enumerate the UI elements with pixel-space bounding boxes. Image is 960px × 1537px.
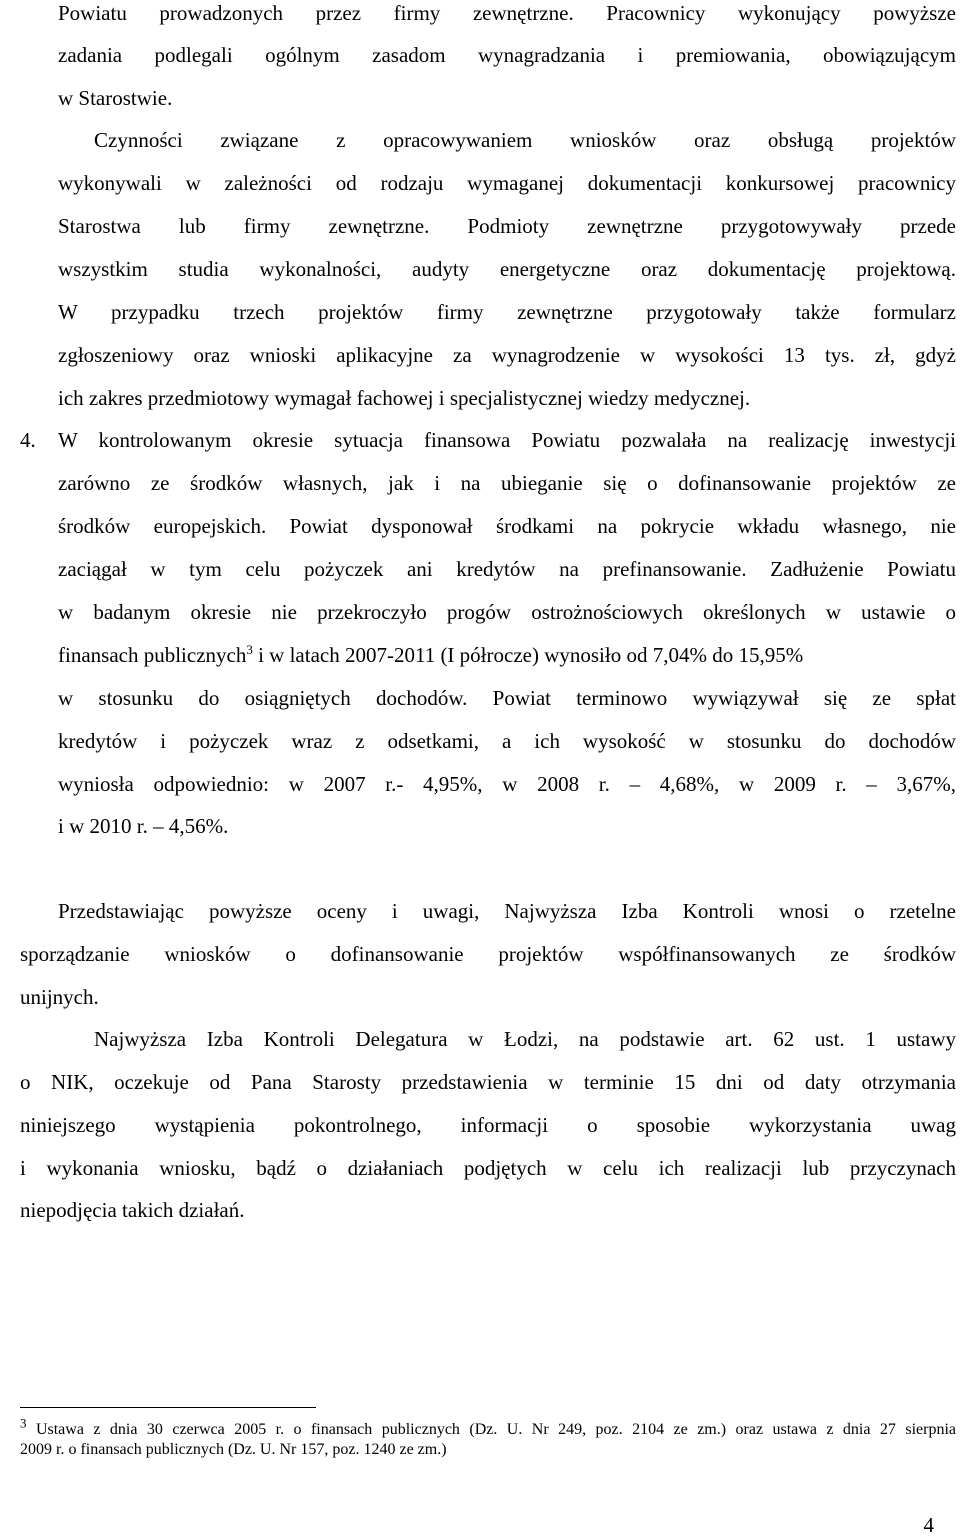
footnote-text: Ustawa z dnia 30 czerwca 2005 r. o finansach publicznych (Dz. U. Nr 249, poz. 2104 ze zm.) oraz ustawa z dnia 27 sierpnia: [26, 1421, 956, 1438]
paragraph-line: o NIK, oczekuje od Pana Starosty przedstawienia w terminie 15 dni od daty otrzymania: [20, 1070, 956, 1094]
page-number: 4: [923, 1513, 934, 1537]
footnote-line: 2009 r. o finansach publicznych (Dz. U. Nr 157, poz. 1240 ze zm.): [20, 1441, 447, 1458]
paragraph-line: wszystkim studia wykonalności, audyty energetyczne oraz dokumentację projektową.: [58, 257, 956, 281]
paragraph-line: ich zakres przedmiotowy wymagał fachowej i specjalistycznej wiedzy medycznej.: [58, 386, 751, 410]
paragraph-line: zaciągał w tym celu pożyczek ani kredytów na prefinansowanie. Zadłużenie Powiatu: [58, 557, 956, 581]
paragraph-line: Starostwa lub firmy zewnętrzne. Podmioty zewnętrzne przygotowywały przede: [58, 214, 956, 238]
footnote-line: [20, 1415, 956, 1440]
paragraph-line: w stosunku do osiągniętych dochodów. Powiat terminowo wywiązywał się ze spłat: [58, 686, 956, 710]
paragraph-line: unijnych.: [20, 985, 99, 1009]
paragraph-line: zgłoszeniowy oraz wnioski aplikacyjne za wynagrodzenie w wysokości 13 tys. zł, gdyż: [58, 343, 956, 367]
footnote-context-text: i w latach 2007-2011 (I półrocze) wynosiło od 7,04% do 15,95%: [252, 643, 804, 667]
paragraph-line: w Starostwie.: [58, 86, 173, 110]
paragraph-line: w badanym okresie nie przekroczyło progów ostrożnościowych określonych w ustawie o: [58, 600, 956, 624]
paragraph-line: Powiatu prowadzonych przez firmy zewnętrzne. Pracownicy wykonujący powyższe: [58, 1, 956, 25]
paragraph-line: wykonywali w zależności od rodzaju wymaganej dokumentacji konkursowej pracownicy: [58, 171, 956, 195]
paragraph-line: zarówno ze środków własnych, jak i na ubieganie się o dofinansowanie projektów ze: [58, 471, 956, 495]
section-number: 4.: [20, 428, 36, 452]
paragraph-line: kredytów i pożyczek wraz z odsetkami, a ich wysokość w stosunku do dochodów: [58, 729, 956, 753]
paragraph-line: niniejszego wystąpienia pokontrolnego, informacji o sposobie wykorzystania uwag: [20, 1113, 956, 1137]
paragraph-line: i w 2010 r. – 4,56%.: [58, 814, 229, 838]
paragraph-line: niepodjęcia takich działań.: [20, 1198, 245, 1222]
paragraph-line: W przypadku trzech projektów firmy zewnętrzne przygotowały także formularz: [58, 300, 956, 324]
footnote-context-text: finansach publicznych: [58, 643, 247, 667]
paragraph-line: Najwyższa Izba Kontroli Delegatura w Łodzi, na podstawie art. 62 ust. 1 ustawy: [94, 1027, 956, 1051]
paragraph-line: zadania podlegali ogólnym zasadom wynagradzania i premiowania, obowiązującym: [58, 43, 956, 67]
paragraph-line: Czynności związane z opracowywaniem wniosków oraz obsługą projektów: [94, 128, 956, 152]
paragraph-line: W kontrolowanym okresie sytuacja finansowa Powiatu pozwalała na realizację inwestycji: [58, 428, 956, 452]
footnote-mark: 3: [20, 1415, 27, 1431]
footnote-separator: [20, 1407, 316, 1408]
footnote-reference: 3: [246, 642, 253, 657]
paragraph-line: Przedstawiając powyższe oceny i uwagi, Najwyższa Izba Kontroli wnosi o rzetelne: [58, 899, 956, 923]
paragraph-line: środków europejskich. Powiat dysponował środkami na pokrycie wkładu własnego, nie: [58, 514, 956, 538]
paragraph-line: wyniosła odpowiednio: w 2007 r.- 4,95%, w 2008 r. – 4,68%, w 2009 r. – 3,67%,: [58, 772, 956, 796]
paragraph-line: i wykonania wniosku, bądź o działaniach podjętych w celu ich realizacji lub przyczynach: [20, 1156, 956, 1180]
paragraph-line: sporządzanie wniosków o dofinansowanie projektów współfinansowanych ze środków: [20, 942, 956, 966]
paragraph-line-with-footnote: [58, 642, 956, 668]
